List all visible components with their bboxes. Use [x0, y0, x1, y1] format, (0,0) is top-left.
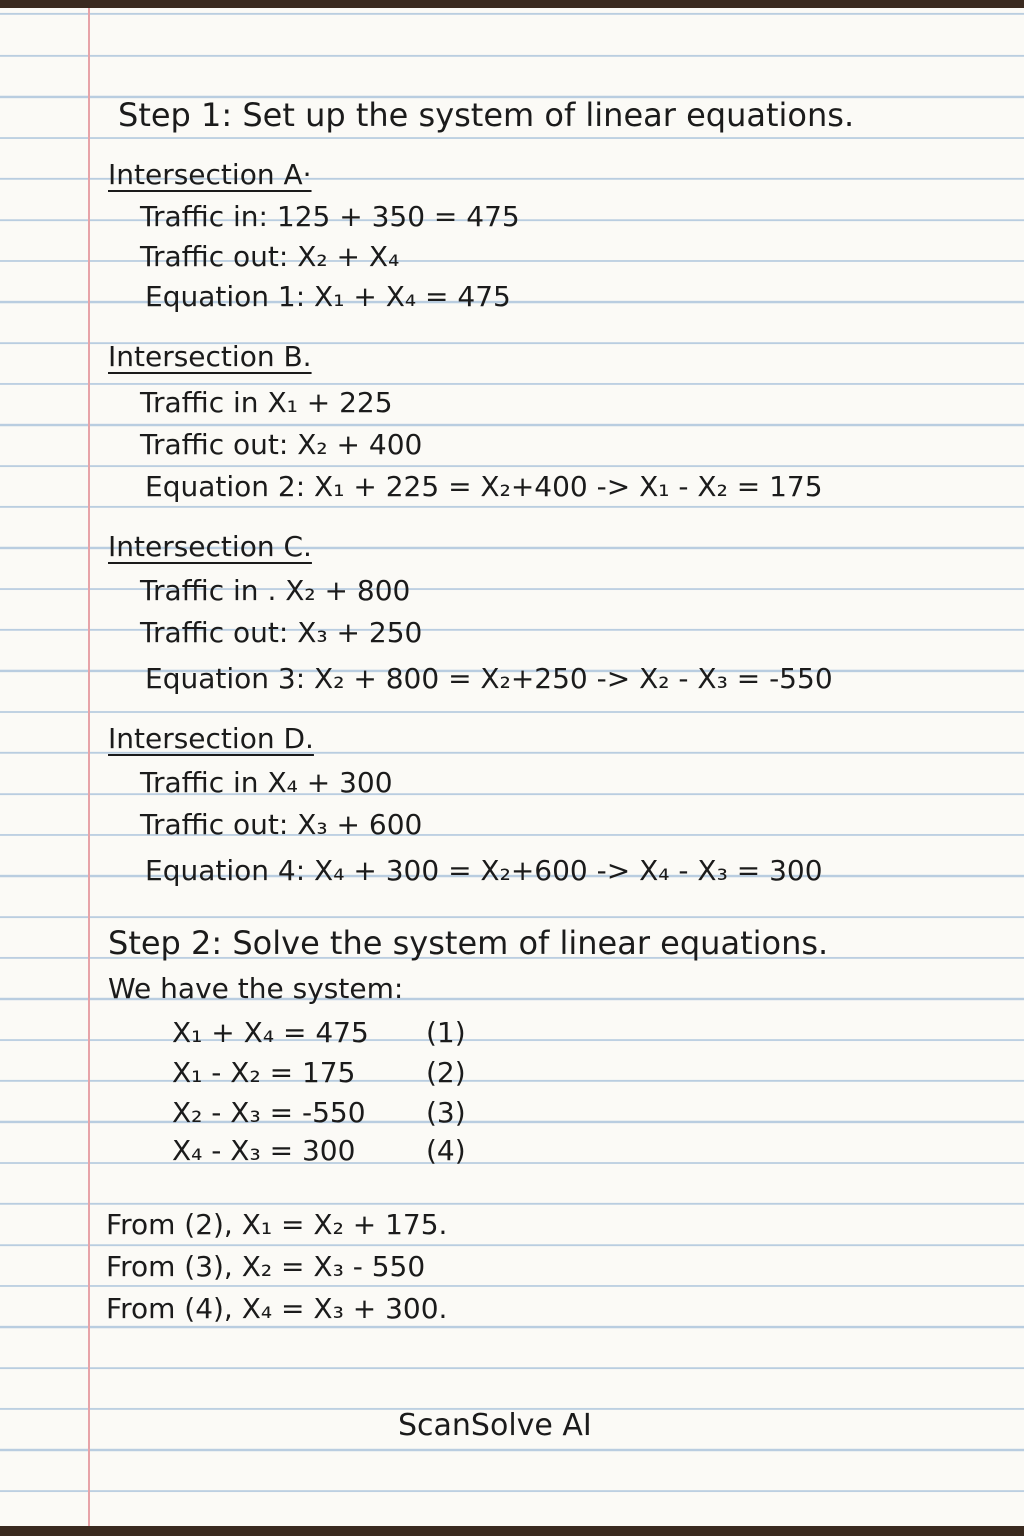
intersection-d-traffic-in: Traffic in X₄ + 300	[140, 766, 393, 799]
step2-intro: We have the system:	[108, 972, 404, 1005]
derivation-from-3: From (3), X₂ = X₃ - 550	[106, 1250, 426, 1283]
intersection-b-traffic-in: Traffic in X₁ + 225	[140, 386, 393, 419]
intersection-c-heading: Intersection C.	[108, 530, 312, 563]
intersection-c-traffic-in: Traffic in . X₂ + 800	[140, 574, 411, 607]
intersection-d-equation: Equation 4: X₄ + 300 = X₂+600 -> X₄ - X₃ = 300	[145, 854, 823, 887]
intersection-d-heading: Intersection D.	[108, 722, 314, 755]
margin-line	[88, 8, 90, 1526]
intersection-c-equation: Equation 3: X₂ + 800 = X₂+250 -> X₂ - X₃ = -550	[145, 662, 833, 695]
derivation-from-2: From (2), X₁ = X₂ + 175.	[106, 1208, 448, 1241]
system-label-3: (3)	[426, 1096, 466, 1129]
system-equation-2: X₁ - X₂ = 175	[172, 1056, 356, 1089]
intersection-a-heading: Intersection A·	[108, 158, 312, 191]
system-equation-3: X₂ - X₃ = -550	[172, 1096, 366, 1129]
intersection-b-heading: Intersection B.	[108, 340, 312, 373]
intersection-b-traffic-out: Traffic out: X₂ + 400	[140, 428, 423, 461]
intersection-a-traffic-in: Traffic in: 125 + 350 = 475	[140, 200, 520, 233]
brand-watermark: ScanSolve AI	[398, 1408, 592, 1443]
intersection-b-equation: Equation 2: X₁ + 225 = X₂+400 -> X₁ - X₂ = 175	[145, 470, 823, 503]
notebook-page	[0, 8, 1024, 1526]
system-label-1: (1)	[426, 1016, 466, 1049]
step1-title: Step 1: Set up the system of linear equations.	[118, 96, 855, 134]
intersection-c-traffic-out: Traffic out: X₃ + 250	[140, 616, 423, 649]
derivation-from-4: From (4), X₄ = X₃ + 300.	[106, 1292, 448, 1325]
intersection-a-equation: Equation 1: X₁ + X₄ = 475	[145, 280, 511, 313]
system-label-2: (2)	[426, 1056, 466, 1089]
intersection-a-traffic-out: Traffic out: X₂ + X₄	[140, 240, 400, 273]
system-equation-4: X₄ - X₃ = 300	[172, 1134, 356, 1167]
system-equation-1: X₁ + X₄ = 475	[172, 1016, 369, 1049]
system-label-4: (4)	[426, 1134, 466, 1167]
step2-title: Step 2: Solve the system of linear equations.	[108, 924, 829, 962]
intersection-d-traffic-out: Traffic out: X₃ + 600	[140, 808, 423, 841]
